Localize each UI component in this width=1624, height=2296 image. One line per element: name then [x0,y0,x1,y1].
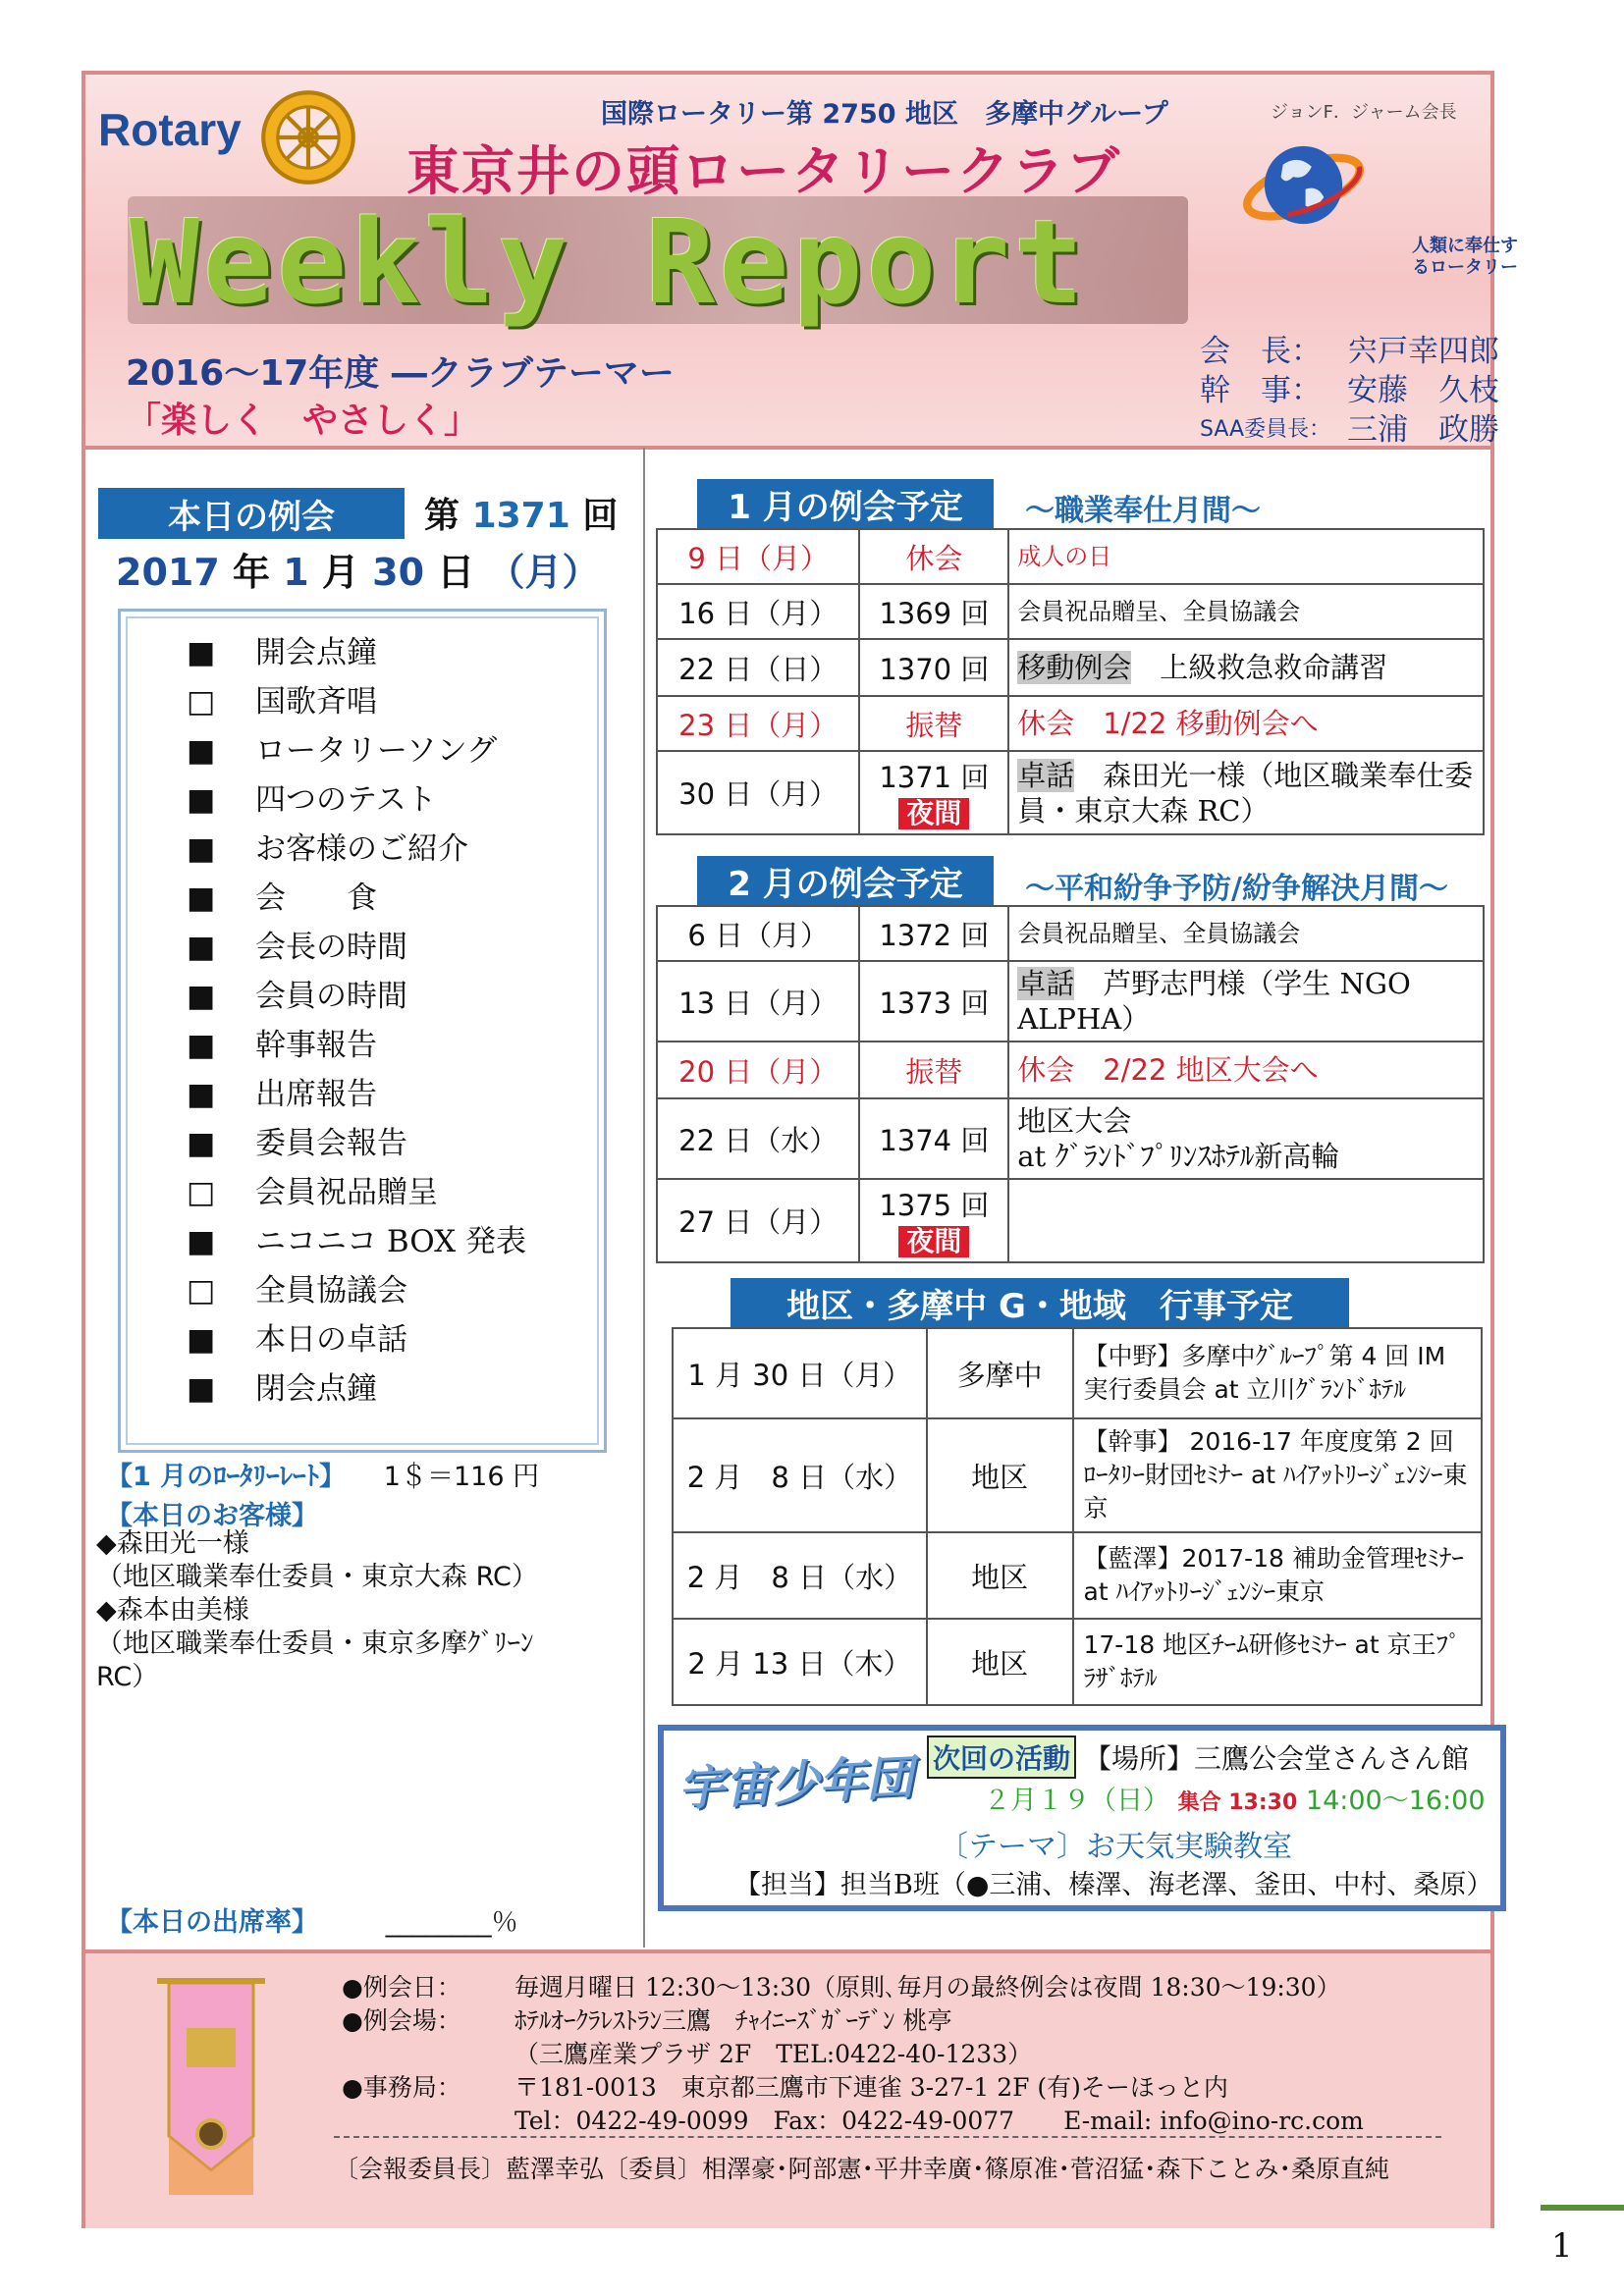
agenda-item [187,874,526,923]
agenda-item [187,628,526,677]
info-venue-detail: （三鷹産業プラザ 2F TEL:0422-40-1233） [514,2040,1033,2068]
agenda-item [187,825,526,874]
ri-president: ジョンF．ジャーム会長 [1271,102,1457,123]
slogan: 人類に奉仕するロータリー [1412,236,1518,278]
editorial-committee: 〔会報委員長〕藍澤幸弘〔委員〕相澤豪･阿部憲･平井幸廣･篠原准･菅沼猛･森下ことみ･桑原直純 [334,2155,1390,2183]
checked-box-icon: ■ [187,930,216,965]
agenda-item [187,1070,526,1119]
footer-divider [334,2136,1441,2138]
agenda-item-label: 四つのテスト [255,782,437,818]
checked-box-icon: ■ [187,1371,216,1407]
club-pennant-icon [147,1969,275,2205]
checked-box-icon: ■ [187,1028,216,1063]
checked-box-icon: ■ [187,1126,216,1161]
table-row: 16 日（月） 1369 回 会員祝品贈呈、全員協議会 [657,584,1484,639]
agenda-item [187,923,526,972]
activity-theme: 〔テーマ〕お天気実験教室 [939,1830,1292,1864]
rotary-rate: 【1 月のﾛｰﾀﾘｰﾚｰﾄ】 1＄＝116 円 [106,1462,540,1492]
tag-moving-meeting: 移動例会 [1017,651,1132,684]
agenda-item [187,1217,526,1266]
table-row: 22 日（水） 1374 回 地区大会 at ｸﾞﾗﾝﾄﾞﾌﾟﾘﾝｽﾎﾃﾙ新高輪 [657,1098,1484,1179]
table-row: 2 月 13 日（木） 地区 17-18 地区ﾁｰﾑ研修ｾﾐﾅｰ at 京王ﾌﾟﾗｻﾞﾎﾃﾙ [673,1619,1482,1705]
district-label: 国際ロータリー第 2750 地区 多摩中グループ [601,99,1168,130]
globe-icon [1242,124,1365,246]
events-table [672,1327,1489,1706]
table-row: 27 日（月） 1375 回 夜間 [657,1179,1484,1262]
checked-box-icon: ■ [187,635,216,670]
agenda-item-label: 開会点鐘 [255,635,377,670]
agenda-item-label: 会 食 [255,881,377,916]
checked-box-icon: ■ [187,979,216,1014]
info-meeting-day: ●例会日： 毎週月曜日 12:30～13:30（原則､毎月の最終例会は夜間 18:30～19:30） [342,1973,1341,2002]
officer-saa: SAA委員長： 三浦 政勝 [1200,412,1499,448]
info-venue: ●例会場： ﾎﾃﾙｵｰｸﾗﾚｽﾄﾗﾝ三鷹 ﾁｬｲﾆｰｽﾞｶﾞｰﾃﾞﾝ 桃亭 [342,2006,952,2035]
agenda-item-label: 閉会点鐘 [255,1371,377,1407]
table-row: 30 日（月） 1371 回 夜間 卓話 森田光一様（地区職業奉仕委員・東京大森 RC） [657,751,1484,834]
agenda-item [187,775,526,825]
checked-box-icon: ■ [187,733,216,769]
agenda-item [187,1266,526,1315]
attendance-rate: 【本日の出席率】 ________％ [106,1907,518,1938]
table-row: 9 日（月） 休会 成人の日 [657,529,1484,584]
page-number: 1 [1551,2226,1573,2266]
agenda-item [187,972,526,1021]
agenda-item [187,1119,526,1168]
agenda-item-label: 本日の卓話 [255,1322,407,1358]
agenda-item [187,677,526,726]
jan-schedule-title: 1 月の例会予定 [697,479,994,528]
tag-talk: 卓話 [1017,967,1075,1000]
checked-box-icon: ■ [187,1224,216,1259]
rotary-wheel-icon [257,86,359,188]
club-name: 東京井の頭ロータリークラブ [406,140,1121,202]
table-row: 6 日（月） 1372 回 会員祝品贈呈、全員協議会 [657,906,1484,961]
empty-box-icon: □ [187,684,216,720]
next-activity-label: 次回の活動 [927,1735,1076,1779]
agenda-item-label: 全員協議会 [255,1273,407,1308]
club-theme: 「楽しく やさしく」 [126,400,480,441]
agenda-item-label: 会員祝品贈呈 [255,1175,438,1210]
table-row: 2 月 8 日（水） 地区 【藍澤】2017-18 補助金管理ｾﾐﾅｰ at ﾊｲｱｯﾄﾘｰｼﾞｪﾝｼｰ東京 [673,1532,1482,1619]
activity-staff: 【担当】担当B班（●三浦、榛澤、海老澤、釜田、中村、桑原） [734,1870,1493,1900]
checked-box-icon: ■ [187,1322,216,1358]
agenda-item-label: 会長の時間 [255,930,407,965]
table-row: 23 日（月） 振替 休会 1/22 移動例会へ [657,696,1484,751]
agenda-item [187,1364,526,1414]
space-youth-logo: 宇宙少年団 [676,1749,915,1818]
rotary-logo-text: Rotary [98,104,242,155]
agenda-item [187,1168,526,1217]
jan-schedule-subtitle: ～職業奉仕月間～ [1025,494,1261,528]
checked-box-icon: ■ [187,1077,216,1112]
table-row: 1 月 30 日（月） 多摩中 【中野】多摩中ｸﾞﾙｰﾌﾟ第 4 回 IM 実行委員会 at 立川ｸﾞﾗﾝﾄﾞﾎﾃﾙ [673,1328,1482,1418]
agenda-item-label: 出席報告 [255,1077,377,1112]
guests-list: ◆森田光一様 （地区職業奉仕委員・東京大森 RC） ◆森本由美様 （地区職業奉仕委員・東京多摩ｸﾞﾘｰﾝ RC） [96,1528,538,1692]
year-theme: 2016～17年度 ―クラブテーマー [126,353,675,394]
feb-schedule-title: 2 月の例会予定 [697,856,994,905]
table-row: 13 日（月） 1373 回 卓話 芦野志門様（学生 NGO ALPHA） [657,961,1484,1041]
empty-box-icon: □ [187,1175,216,1210]
agenda-item-label: ニコニコ BOX 発表 [255,1224,527,1259]
report-title: Weekly Report [130,194,1088,330]
today-meeting-title: 本日の例会 [98,488,405,539]
agenda-item-label: 国歌斉唱 [255,684,377,720]
meeting-count: 第 1371 回 [424,496,619,536]
info-office: ●事務局： 〒181-0013 東京都三鷹市下連雀 3-27-1 2F (有)そーほっと内 [342,2073,1228,2102]
table-row: 2 月 8 日（水） 地区 【幹事】 2016-17 年度度第 2 回 ﾛｰﾀﾘｰ財団ｾﾐﾅｰ at ﾊｲｱｯﾄﾘｰｼﾞｪﾝｼｰ東京 [673,1418,1482,1532]
officers-list [1200,332,1499,450]
checked-box-icon: ■ [187,881,216,916]
agenda-item-label: 委員会報告 [255,1126,407,1161]
feb-schedule-table [656,905,1485,1263]
table-row: 20 日（月） 振替 休会 2/22 地区大会へ [657,1041,1484,1098]
night-badge: 夜間 [898,1226,969,1257]
guests-label: 【本日のお客様】 [106,1501,318,1531]
feb-schedule-subtitle: ～平和紛争予防/紛争解決月間～ [1025,872,1448,906]
night-badge: 夜間 [898,798,969,829]
events-title: 地区・多摩中 G・地域 行事予定 [731,1278,1349,1327]
jan-schedule-table [656,528,1485,835]
checked-box-icon: ■ [187,782,216,818]
empty-box-icon: □ [187,1273,216,1308]
table-row: 22 日（日） 1370 回 移動例会 上級救急救命講習 [657,639,1484,696]
officer-president: 会 長： 宍戸幸四郎 [1200,334,1499,369]
meeting-date: 2017 年 1 月 30 日 （月） [116,551,600,594]
officer-secretary: 幹 事： 安藤 久枝 [1200,373,1499,408]
club-info [342,1971,1364,2138]
agenda-list [187,628,526,1414]
column-divider [643,448,645,1948]
agenda-item [187,1021,526,1070]
agenda-item-label: ロータリーソング [255,733,498,769]
activity-place: 【場所】三鷹公会堂さんさん館 [1084,1742,1470,1775]
agenda-item [187,726,526,775]
page-number-rule [1541,2205,1624,2211]
agenda-item-label: お客様のご紹介 [255,831,468,867]
agenda-item-label: 幹事報告 [255,1028,377,1063]
agenda-item-label: 会員の時間 [255,979,407,1014]
agenda-item [187,1315,526,1364]
tag-talk: 卓話 [1017,758,1075,792]
info-contact: Tel：0422-49-0099 Fax：0422-49-0077 E-mail: info@ino-rc.com [514,2107,1364,2135]
activity-date: ２月１９（日） 集合 13:30 14:00～16:00 [984,1786,1486,1816]
checked-box-icon: ■ [187,831,216,867]
